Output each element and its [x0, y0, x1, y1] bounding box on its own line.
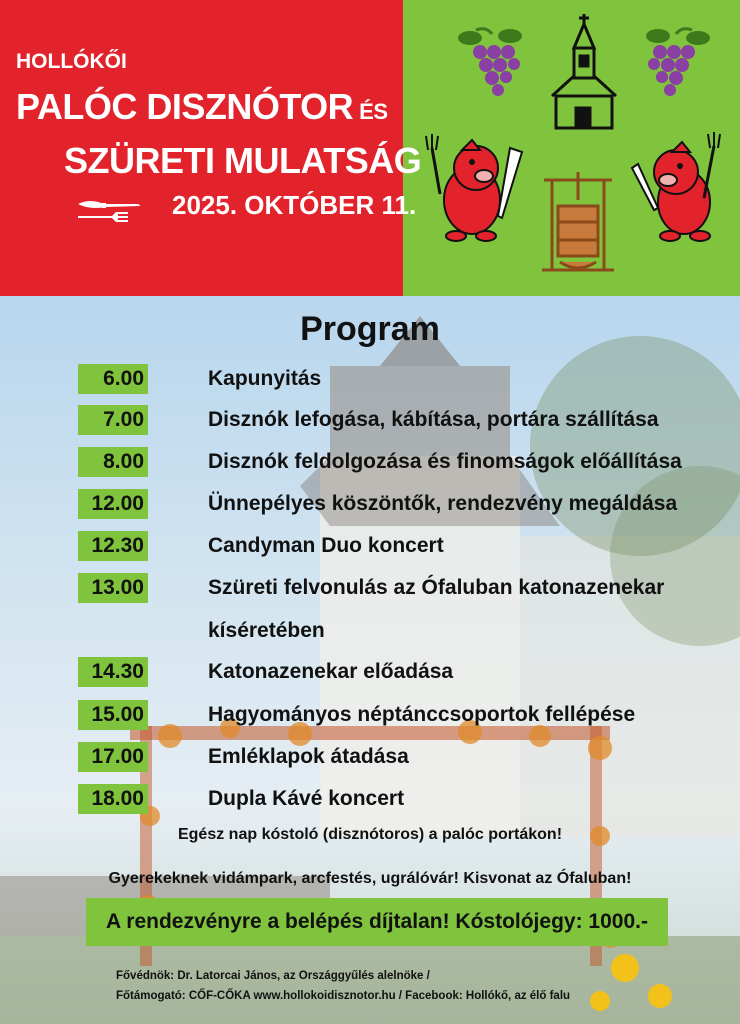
event-text-continuation: kíséretében [208, 619, 325, 642]
time-badge: 18.00 [78, 784, 148, 814]
event-text: Disznók lefogása, kábítása, portára szállítása [208, 408, 659, 431]
time-badge: 7.00 [78, 405, 148, 435]
wine-press-icon [538, 170, 618, 278]
grapes-icon [640, 24, 712, 104]
program-title: Program [300, 310, 440, 348]
time-badge: 14.30 [78, 657, 148, 687]
event-text: Katonazenekar előadása [208, 660, 454, 683]
header-es: ÉS [359, 99, 388, 124]
kids-note: Gyerekeknek vidámpark, arcfestés, ugrálóvár! Kisvonat az Ófaluban! [108, 870, 632, 887]
header-title-line2: SZÜRETI MULATSÁG [64, 140, 422, 181]
time-badge: 6.00 [78, 364, 148, 394]
time-badge: 12.30 [78, 531, 148, 561]
event-text: Dupla Kávé koncert [208, 787, 405, 810]
event-text: Emléklapok átadása [208, 745, 409, 768]
cutlery-icon [76, 196, 142, 224]
church-icon [548, 12, 620, 132]
event-text: Candyman Duo koncert [208, 534, 444, 557]
time-badge: 13.00 [78, 573, 148, 603]
header-date: 2025. OKTÓBER 11. [172, 190, 417, 220]
time-badge: 8.00 [78, 447, 148, 477]
event-text: Kapunyitás [208, 367, 322, 390]
time-badge: 15.00 [78, 700, 148, 730]
time-badge: 17.00 [78, 742, 148, 772]
event-text: Szüreti felvonulás az Ófaluban katonazenekar [208, 576, 665, 599]
time-badge: 12.00 [78, 489, 148, 519]
header-title-line1: PALÓC DISZNÓTOR ÉS [16, 86, 388, 127]
entry-banner: A rendezvényre a belépés díjtalan! Kóstolójegy: 1000.- [86, 898, 668, 946]
header-village: HOLLÓKŐI [16, 50, 127, 73]
grapes-icon [456, 24, 528, 104]
footer-patron: Fővédnök: Dr. Latorcai János, az Országgyűlés alelnöke / [116, 970, 430, 982]
event-text: Disznók feldolgozása és finomságok előállítása [208, 450, 682, 473]
tasting-note: Egész nap kóstoló (disznótoros) a palóc portákon! [177, 826, 563, 843]
pig-icon [414, 128, 530, 246]
event-text: Hagyományos néptánccsoportok fellépése [208, 703, 636, 726]
event-text: Ünnepélyes köszöntők, rendezvény megáldása [208, 492, 678, 515]
footer-sponsor: Főtámogató: CŐF-CŐKA www.hollokoidisznotor.hu / Facebook: Hollókő, az élő falu [116, 990, 571, 1002]
pig-icon [628, 128, 740, 246]
